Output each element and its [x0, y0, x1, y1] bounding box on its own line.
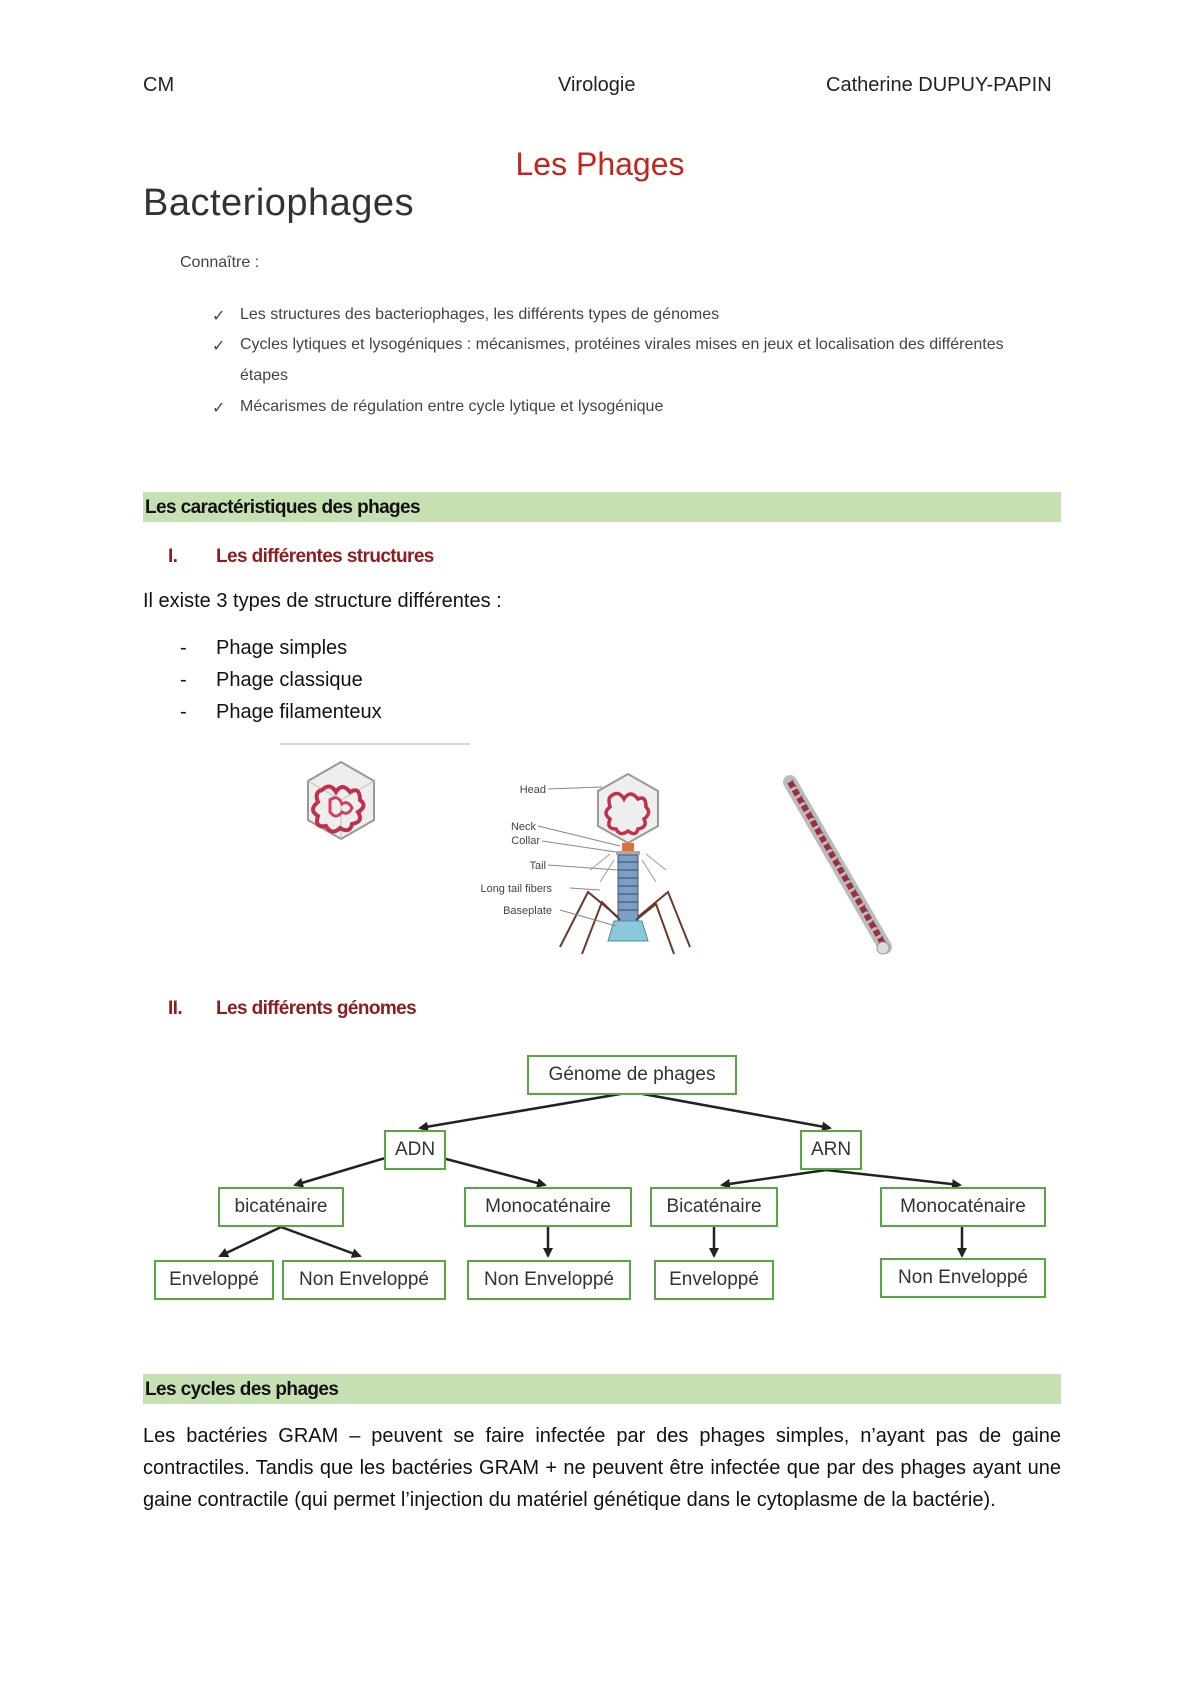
- subheading-title: Les différentes structures: [216, 546, 434, 567]
- objectives-intro: Connaître :: [180, 254, 260, 271]
- tree-node-adn-bicatenaire: bicaténaire: [218, 1187, 344, 1227]
- tree-node-arn-bicatenaire: Bicaténaire: [650, 1187, 778, 1227]
- figure-label: Long tail fibers: [480, 883, 552, 895]
- structures-intro: Il existe 3 types de structure différentes :: [143, 590, 502, 612]
- figure-label: Baseplate: [503, 905, 552, 917]
- check-icon: ✓: [212, 338, 226, 355]
- tree-node-arn-monocatenaire: Monocaténaire: [880, 1187, 1046, 1227]
- check-icon: ✓: [212, 400, 226, 417]
- section-title: Les caractéristiques des phages: [145, 497, 420, 518]
- tree-leaf-enveloppe: Enveloppé: [154, 1260, 274, 1300]
- tree-leaf-non-enveloppe: Non Enveloppé: [282, 1260, 446, 1300]
- page-title: Les Phages: [515, 146, 685, 182]
- tree-node-root: Génome de phages: [527, 1055, 737, 1095]
- subheading-number: I.: [168, 546, 178, 567]
- tree-node-adn: ADN: [384, 1130, 446, 1170]
- header-center: Virologie: [558, 74, 636, 96]
- figure-label: Head: [519, 784, 546, 796]
- cycles-paragraph: Les bactéries GRAM – peuvent se faire infectée par des phages simples, n’ayant pas de gaine contractiles. Tandis que les bactéries GRAM + ne peuvent être infectée que par des phages ayant une gaine contractile (qui permet l’injection du matériel génétique dans le cytoplasme de la bactérie).: [143, 1425, 1061, 1511]
- tree-leaf-enveloppe: Enveloppé: [654, 1260, 774, 1300]
- big-title: Bacteriophages: [143, 182, 415, 224]
- subheading-number: II.: [168, 998, 183, 1019]
- section-title: Les cycles des phages: [145, 1379, 339, 1400]
- tree-leaf-non-enveloppe: Non Enveloppé: [467, 1260, 631, 1300]
- header-right: Catherine DUPUY-PAPIN: [826, 74, 1052, 96]
- figure-label: Neck: [510, 821, 536, 833]
- objective-item-continuation: étapes: [240, 367, 289, 384]
- subheading-title: Les différents génomes: [216, 998, 417, 1019]
- figure-label: Tail: [529, 860, 546, 872]
- figure-label: Collar: [511, 835, 540, 847]
- tree-node-adn-monocatenaire: Monocaténaire: [464, 1187, 632, 1227]
- section-band: [143, 1374, 1061, 1404]
- tree-node-arn: ARN: [800, 1130, 862, 1170]
- check-icon: ✓: [212, 308, 226, 325]
- header-left: CM: [143, 74, 175, 96]
- tree-leaf-non-enveloppe: Non Enveloppé: [880, 1258, 1046, 1298]
